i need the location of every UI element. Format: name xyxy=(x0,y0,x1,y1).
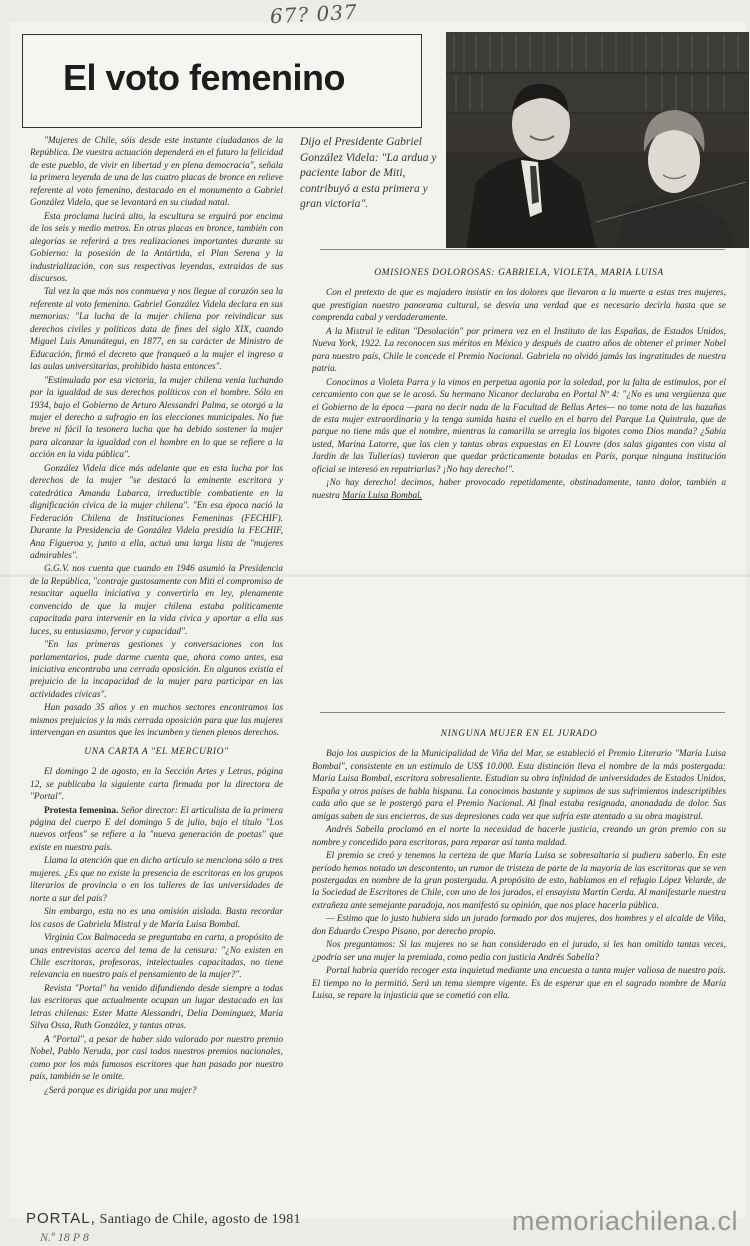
paragraph: El premio se creó y tenemos la certeza de que María Luisa se sobresaltaría si pudiera saberlo. En este período hemos notado un descontento, un rumor de tristeza de parte de la mayoría de las escritoras que se ven postergadas en nombre de la gran postergada. A propósito de esto, hablamos en el refugio López Velarde, de la Sociedad de Escritores de Chile, con uno de los jurados, el ensayista Martín Cerda. Al manifestarle nuestra extrañeza ante semejante paradoja, nos manifestó su opinión, que nos place hacerla pública. xyxy=(312,851,726,911)
paragraph: Sin embargo, esta no es una omisión aislada. Basta recordar los casos de Gabriela Mistral y de María Luisa Bombal. xyxy=(30,907,283,930)
paragraph: Andrés Sabella proclamó en el norte la necesidad de hacerle justicia, creando un gran premio con su nombre y concedido para escritoras, para reparar así tanta maldad. xyxy=(312,825,726,848)
paragraph: Revista "Portal" ha venido difundiendo desde siempre a todas las escritoras que actualmente ocupan un lugar destacado en las letras chilenas: Ester Matte Alessandri, Delia Domínguez, María Silva Ossa, Ruth González, y tantas otras. xyxy=(30,983,283,1032)
paragraph-text: ¡No hay derecho! decimos, haber provocado repetidamente, obstinadamente, tanto dolor, también a nuestra xyxy=(312,478,726,501)
handwritten-reference: 67? 037 xyxy=(269,0,359,29)
section-heading: UNA CARTA A "EL MERCURIO" xyxy=(84,746,229,757)
publication-date: Santiago de Chile, agosto de 1981 xyxy=(95,1212,301,1227)
photo-caption: Dijo el Presidente Gabriel González Videla: "La ardua y paciente labor de Miti, contribuyó a esta primera y gran victoria". xyxy=(300,136,437,210)
section-heading: OMISIONES DOLOROSAS: GABRIELA, VIOLETA, MARIA LUISA xyxy=(374,268,664,278)
paragraph: Virginia Cox Balmaceda se preguntaba en carta, a propósito de unas entrevistas acerca del tema de la censura: "¿No existen en Chile escritoras, profesoras, intelectuales capacitadas, no tiene relevancia en nuestro país el pensamiento de la mujer?". xyxy=(30,933,283,981)
paragraph: "En las primeras gestiones y conversaciones con los parlamentarios, pude darme cuenta que, ahora como antes, esa iniciativa encontraba una cerrada oposición. En algunos existía el prejuicio de la incapacidad de la mujer para participar en las actividades cívicas". xyxy=(30,640,283,700)
paragraph: Bajo los auspicios de la Municipalidad de Viña del Mar, se estableció el Premio Literario "María Luisa Bombal", consistente en un estímulo de US$ 10.000. Esta distinción lleva el nombre de la más postergada: María Luisa Bombal, escritora sobresaliente. Estudian su obra infinidad de universidades de Estados Unidos, España y otros países de habla hispana. La conocimos bastante y supimos de sus sufrimientos indescriptibles cada año que se le postergó para el Premio Nacional. Al final estaba resignada, anonadada de dolor. Sus amigas saben de sus encierros, de sus depresiones cada vez que sufría este atentado a su obra magistral. xyxy=(312,749,726,822)
right-column-top xyxy=(312,261,726,709)
letter-heading: Protesta femenina. xyxy=(44,805,119,816)
paragraph: "Mujeres de Chile, sóis desde este instante ciudadanos de la República. De vuestra actuación dependerá en el futuro la felicidad de este pueblo, de vivir en libertad y en plena democracia", señala la primera leyenda de una de las cuatro placas de bronce en relieve referente al voto femenino, destacado en el monumento a Gabriel González Videla, que se levantará en su ciudad natal. xyxy=(30,136,283,209)
couple-photo-image xyxy=(446,32,749,248)
publication-name: PORTAL, xyxy=(26,1210,96,1227)
paragraph: Esta proclama lucirá alto, la escultura se erguirá por encima de los seis y medio metros. En otras placas en bronce, también con alegorías se referirá a tres realizaciones importantes durante su Gobierno: la posesión de la Antártida, el Plan Serena y la industrialización, con sus respectivas leyendas, extraidas de sus discursos. xyxy=(30,211,283,284)
paragraph: Con el pretexto de que es majadero insistir en los dolores que llevaron a la muerte a estas tres mujeres, que prestigian nuestro panorama cultural, se desvía una verdad que es necesario decirla hasta que se comprenda cabal y verdaderamente. xyxy=(312,288,726,324)
paragraph: Nos preguntamos: Si las mujeres no se han considerado en el jurado, si les han omitido tantas veces, ¿podría ser una mujer la premiada, como pedía con justicia Andrés Sabella? xyxy=(312,940,726,963)
article-title: El voto femenino xyxy=(63,57,346,98)
publication-footer xyxy=(26,1210,301,1228)
paragraph: Llama la atención que en dicho artículo se menciona sólo a tres mujeres. ¿Es que no existe la presencia de escritoras en los grupos literarios de provincia o en los talleres de las universidades de norte a sur del país? xyxy=(30,856,283,904)
paragraph: A la Mistral le editan "Desolación" por primera vez en el Instituto de las Españas, de Estados Unidos, Nueva York, 1922. La reconocen sus méritos en México y después de cuatro años de obtener el primer Nobel para nuestro país, Chile le concede el Premio Nacional. Gabriela no olvidó jamás las ingratitudes de nuestra patria. xyxy=(312,326,726,375)
right-column-bottom xyxy=(312,722,726,1212)
paragraph xyxy=(30,805,283,855)
section-divider xyxy=(320,249,725,250)
paragraph: El domingo 2 de agosto, en la Sección Artes y Letras, página 12, se publicaba la siguiente carta firmada por la directora de "Portal". xyxy=(30,767,283,803)
section-divider xyxy=(320,712,725,713)
paragraph: Conocimos a Violeta Parra y la vimos en perpetua agonía por la soledad, por la falta de estímulos, por el cercamiento con que se le acosó. Su hermano Nicanor declaraba en Portal Nº 4: "¿No es una vergüenza que el Gobierno de la época —para no decir nada de la Facultad de Bellas Artes— no tome nota de las hazañas de esta mujer extraordinaria y la tenga sumida hasta el cuello en el barro del Parque La Quintrala, que de parque no tiene más que el nombre, mientras la camarilla se arregla los bigotes como Dios manda? ¿Sabía usted, Marina Latorre, que las cien y tantas obras expuestas en El Louvre (dos salas gigantes con vista al Jardín de las Tullerías) tuvieron que quedar prácticamente botadas en París, porque ninguna institución oficial se interesó en repatriarlas? ¡No hay derecho!". xyxy=(312,377,726,475)
section-heading: NINGUNA MUJER EN EL JURADO xyxy=(440,729,598,739)
paragraph: "Estimulada por esa victoria, la mujer chilena venía luchando por la igualdad de sus derechos políticos con el hombre. Sólo en 1934, bajo el Gobierno de Arturo Alessandri Palma, se otorgó a la mujer el derecho a sufragio en las elecciones municipales. No fue breve ni fácil la tesonera lucha que ha debido sostener la mujer para alcanzar la igualdad con el hombre en lo que se refiere a la acción en la vida pública". xyxy=(30,375,283,461)
paragraph: ¿Será porque es dirigida por una mujer? xyxy=(44,1085,197,1096)
paragraph: Portal habría querido recoger esta inquietud mediante una encuesta a tanta mujer valiosa de nuestro país. El tiempo no lo permitió. Será un tema siempre vigente. Es de esperar que en el sagrado nombre de María Luisa, se repare la injusticia que se cometió con ella. xyxy=(312,966,726,1002)
article-photo xyxy=(446,32,749,248)
paragraph: A "Portal", a pesar de haber sido valorado por nuestro premio Nobel, Pablo Neruda, por casi todos nuestros premios nacionales, como por los más famosos escritores que han pasado por nuestro país, también se le omite. xyxy=(30,1034,283,1083)
letter-text: Señor director: El articulista de la primera página del cuerpo E del domingo 5 de julio, bajo el título "Los nuevos orfeos" se refiere a la "nueva generación de poetas" que existe en nuestro país. xyxy=(30,805,283,853)
underlined-name: María Luisa Bombal. xyxy=(342,490,423,501)
paragraph xyxy=(312,477,726,502)
watermark: memoriachilena.cl xyxy=(511,1206,738,1236)
handwritten-issue-note: N.º 18 P 8 xyxy=(40,1230,89,1244)
title-box xyxy=(22,34,422,128)
paragraph: González Videla dice más adelante que en esta lucha por los derechos de la mujer "se destacó la eminente escritora y catedrática Amanda Labarca, irreductible combatiente en la dignificación cívica de la mujer chilena". "En esa época nació la Federación Chilena de Instituciones Femeninas (FECHIF). Durante la Presidencia de González Videla presidía la FECHIF, Ana Figueroa y, junto a ella, actuó una larga lista de "mujeres admirables". xyxy=(30,463,283,561)
paragraph: Tal vez la que más nos conmueva y nos llegue al corazón sea la referente al voto femenino. Gabriel González Videla declara en sus memorias: "La lucha de la mujer chilena por reivindicar sus derechos civiles y políticos data de fines del siglo XIX, cuando Miguel Luis Amunátegui, en 1877, en su carácter de Ministro de Educación, firmó el decreto que franqueó a la mujer el ingreso a las aulas universitarias, prohibido hasta entonces". xyxy=(30,287,283,373)
paragraph: G.G.V. nos cuenta que cuando en 1946 asumió la Presidencia de la República, "contraje gustosamente con Miti el compromiso de resucitar aquella iniciativa y convertirla en ley, plenamente convencido de que la mujer chilena estaba políticamente capacitada para intervenir en la vida cívica y aportar a ella sus luces, su entusiasmo, fervor y capacidad". xyxy=(30,564,283,637)
paragraph: — Estimo que lo justo hubiera sido un jurado formado por dos mujeres, dos hombres y el alcalde de Viña, don Eduardo Crespo Pisano, por derecho propio. xyxy=(312,914,726,937)
paragraph: Han pasado 35 años y en muchos sectores encontramos los mismos prejuicios y la más cerrada oposición para que las mujeres intervengan en asuntos que les incumben y tienen plenos derechos. xyxy=(30,703,283,739)
left-column xyxy=(30,135,283,1213)
